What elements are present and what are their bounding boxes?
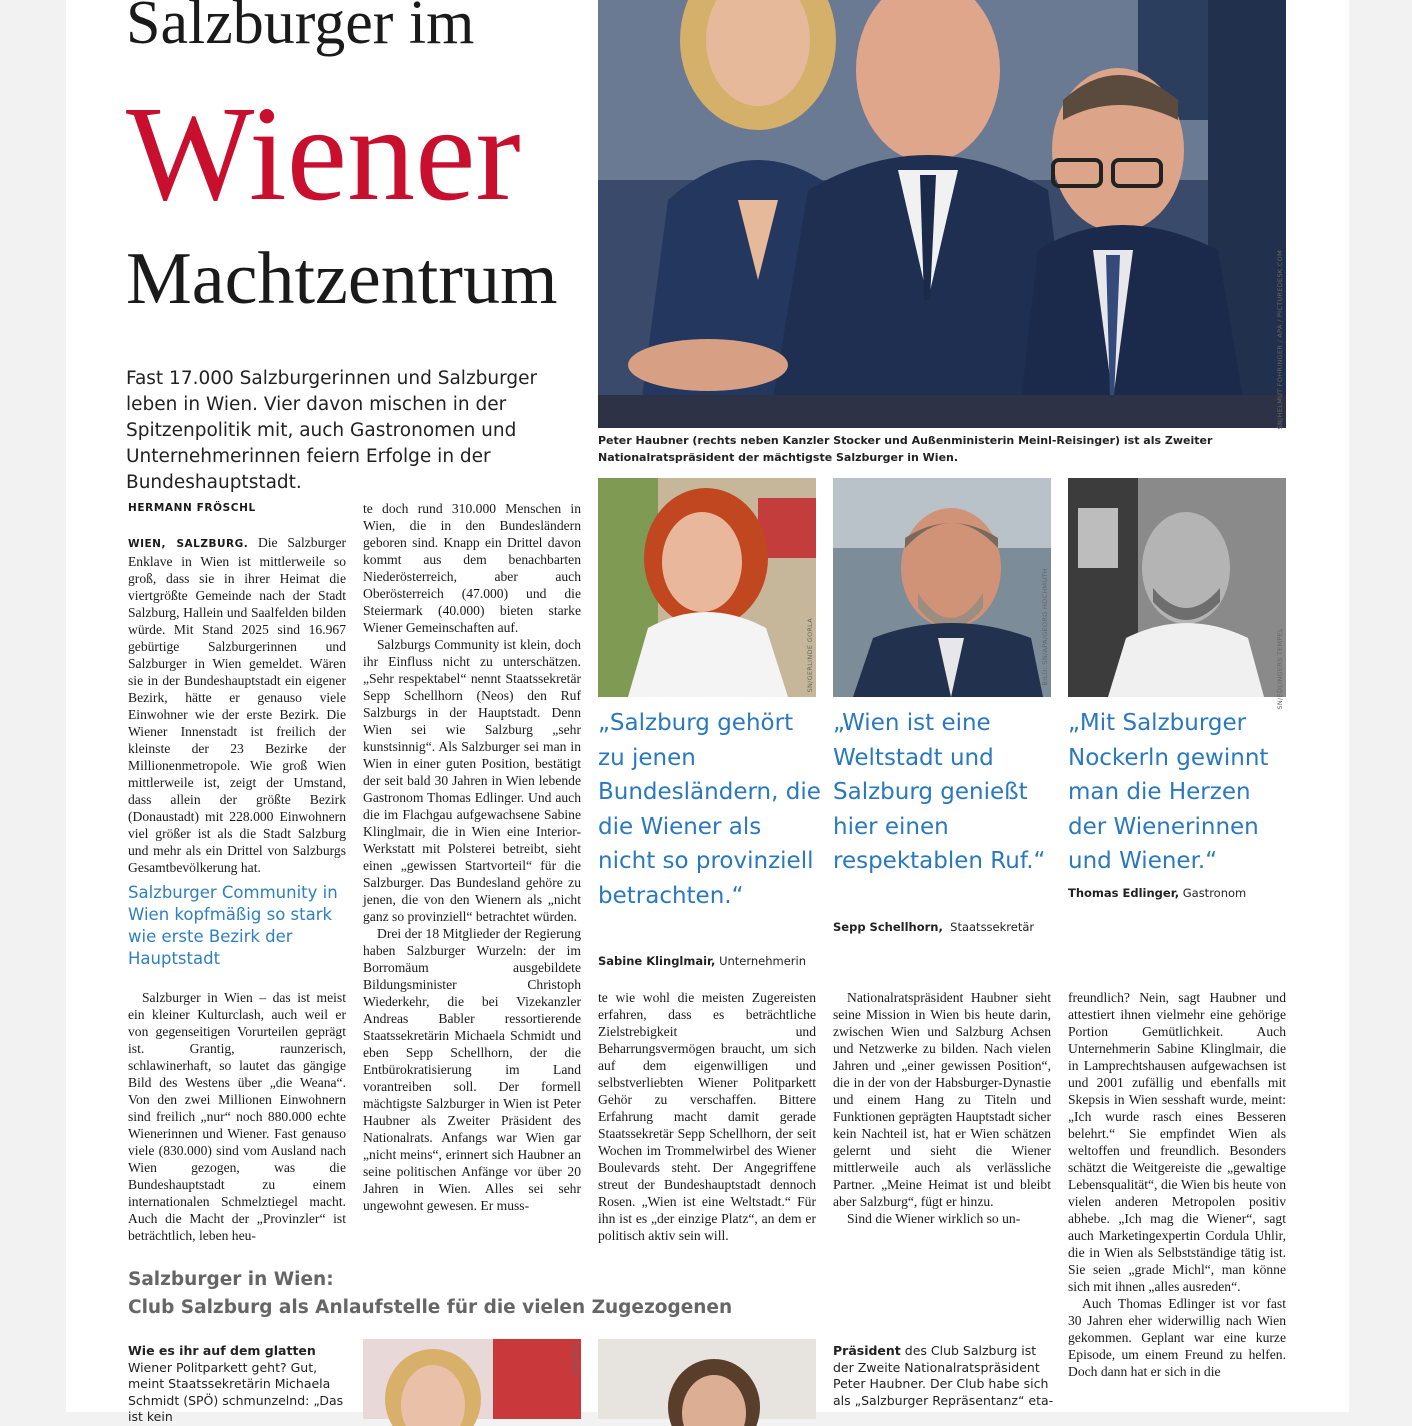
portrait-edlinger-image bbox=[1068, 478, 1286, 697]
attribution-role: Staatssekretär bbox=[950, 920, 1035, 934]
newspaper-page bbox=[66, 0, 1349, 1424]
attribution-edlinger bbox=[1068, 886, 1246, 900]
article-column-5 bbox=[1068, 989, 1286, 1380]
box-photo-schmidt bbox=[363, 1339, 581, 1419]
article-text: freundlich? Nein, sagt Haubner und attestiert ihnen vielmehr eine gehörige Portion Gemütlichkeit. Auch Unternehmerin Sabine Klinglmair, die in Lamprechtshausen aufgewachsen ist und 2001 zufällig und ebenfalls mit Skepsis in Wien sesshaft wurde, meint: „Ich wurde rasch eines Besseren belehrt.“ Sie empfindet Wien als weltoffen und freundlich. Besonders schätzt die Weitgereiste die „gewaltige Lebensqualität“, die Wien bis heute von vielen anderen Metropolen positiv abhebe. „Ich mag die Wiener“, sagt auch Marketingexpertin Cordula Uhlir, die in Wien als Selbstständige tätig ist. Sie seien „grade Michl“, man könne sich mit ihnen „alles ausreden“. bbox=[1068, 990, 1286, 1294]
box-text-right bbox=[833, 1343, 1055, 1409]
portrait-1-credit: SN/GERLINDE GORLA bbox=[806, 618, 814, 693]
article-text: Sind die Wiener wirklich so un- bbox=[847, 1211, 1021, 1226]
headline-line-2: Wiener bbox=[126, 79, 521, 229]
box-title-1: Salzburger in Wien: bbox=[128, 1269, 334, 1290]
article-text: Salzburger in Wien – das ist meist ein kleiner Kulturclash, auch weil er von gegenseitigen Vorurteilen geprägt ist. Grantig, raunzerisch, schlawinerhaft, so lautet das gängige Bild des Westens über „die Weana“. Von den zwei Millionen Einwohnern sind freilich „nur“ noch 880.000 echte Wienerinnen und Wiener. Fast genauso viele (830.000) sind vom Ausland nach Wien gezogen, was die Bundeshauptstadt zu einem internationalen Schmelztiegel macht. Auch die Macht der „Provinzler“ ist beträchtlich, leben heu- bbox=[128, 990, 346, 1243]
main-photo-credit: SN/HELMUT FOHRINGER / APA / PICTUREDESK.COM bbox=[1276, 250, 1284, 430]
article-text: Salzburgs Community ist klein, doch ihr Einfluss nicht zu unterschätzen. „Sehr respektabel“ nennt Staatssekretär Sepp Schellhorn (Neos) den Ruf Salzburgs in der Hauptstadt. Denn Wien sei wie Salzburg „sehr kunstsinnig“. Als Salzburger sei man in Wien in einer guten Position, bestätigt der seit bald 30 Jahren in Wien lebende Gastronom Thomas Edlinger. Und auch die im Flachgau aufgewachsene Sabine Klinglmair, die in Wien eine Interior-Werkstatt mit Polsterei betreibt, sieht einen „gewissen Startvorteil“ für die Salzburger. Das Bundesland gehöre zu jenen, die von den Wienern als „nicht ganz so provinziell“ betrachtet würden. bbox=[363, 637, 581, 924]
attribution-role: Unternehmerin bbox=[719, 954, 807, 968]
main-photo-image bbox=[598, 0, 1286, 428]
article-text: Die Salzburger Enklave in Wien ist mittlerweile so groß, dass sie in ihrer Heimat die viertgrößte Gemeinde nach der Stadt Salzburg, Hallein und Saalfelden bilden würde. Mit Stand 2025 sind 16.967 gebürtige Salzburgerinnen und Salzburger in Wien gemeldet. Wären sie in der Bundeshauptstadt ein eigener Bezirk, hätte er genauso viele Einwohner wie der erste Bezirk. Die Wiener Innenstadt ist freilich der kleinste der 23 Bezirke der Millionenmetropole. Wie groß Wien mittlerweile ist, zeigt der Umstand, dass allein der größte Bezirk (Donaustadt) mit 228.000 Einwohnern viel größer ist als die Stadt Salzburg und mehr als ein Drittel von Salzburgs Gesamtbevölkerung hat. bbox=[128, 535, 346, 875]
box-text: des Club Salzburg ist der Zweite Nationalratspräsident Peter Haubner. Der Club habe sich als „Salzburger Repräsentanz“ eta- bbox=[833, 1343, 1054, 1408]
portrait-klinglmair-image bbox=[598, 478, 816, 697]
box-photo-schmidt-image bbox=[363, 1339, 581, 1419]
portrait-2-credit: BILD: SN/APA/GEORG HOCHMUTH bbox=[1041, 568, 1049, 686]
main-photo bbox=[598, 0, 1286, 428]
box-photo-person bbox=[598, 1339, 816, 1419]
article-column-1b bbox=[128, 989, 346, 1244]
attribution-klinglmair bbox=[598, 954, 806, 968]
article-column-4 bbox=[833, 989, 1051, 1227]
box-text-left bbox=[128, 1343, 350, 1426]
dateline: WIEN, SALZBURG. bbox=[128, 538, 249, 550]
attribution-name: Thomas Edlinger, bbox=[1068, 886, 1180, 900]
box-text-bold: Präsident bbox=[833, 1343, 901, 1358]
portrait-edlinger bbox=[1068, 478, 1286, 710]
article-column-3 bbox=[598, 989, 816, 1244]
quote-klinglmair: „Salzburg gehört zu jenen Bundesländern, die die Wiener als nicht so provinziell betrachten.“ bbox=[598, 710, 821, 909]
pull-quote: Salzburger Community in Wien kopfmäßig so stark wie erste Bezirk der Hauptstadt bbox=[128, 883, 338, 968]
article-text: Nationalratspräsident Haubner sieht seine Mission in Wien bis heute darin, zwischen Wien und Salzburg Achsen und Netzwerke zu bilden. Nach vielen Jahren und „einer gewissen Position“, die in der von der Habsburger-Dynastie und einem Hang zu Titeln und Funktionen geprägten Hauptstadt sicher kein Nachteil ist, hat er Wien schätzen gelernt und sieht die Wiener mittlerweile auch als verlässliche Partner. „Meine Heimat ist und bleibt aber Salzburg“, fügt er hinzu. bbox=[833, 990, 1051, 1209]
box-photo-credit: SN/EGER bbox=[571, 1344, 579, 1376]
attribution-schellhorn bbox=[833, 920, 1034, 934]
attribution-name: Sabine Klinglmair, bbox=[598, 954, 716, 968]
portrait-schellhorn bbox=[833, 478, 1051, 697]
quote-edlinger: „Mit Salzburger Nockerln gewinnt man die Herzen der Wienerinnen und Wiener.“ bbox=[1068, 710, 1269, 874]
portrait-klinglmair bbox=[598, 478, 816, 697]
box-text-bold: Wie es ihr auf dem glatten bbox=[128, 1343, 316, 1358]
box-text: Wiener Politparkett geht? Gut, meint Staatssekretärin Michaela Schmidt (SPÖ) schmunzelnd: „Das ist kein bbox=[128, 1359, 344, 1424]
article-text: Auch Thomas Edlinger ist vor fast 30 Jahren eher widerwillig nach Wien gekommen. Geplant war eine kurze Episode, um einem Freund zu helfen. Doch dann hat er sich in die bbox=[1068, 1296, 1286, 1379]
article-column-2 bbox=[363, 500, 581, 1214]
attribution-name: Sepp Schellhorn, bbox=[833, 920, 943, 934]
quote-schellhorn: „Wien ist eine Weltstadt und Salzburg genießt hier einen respektablen Ruf.“ bbox=[833, 710, 1046, 874]
attribution-role: Gastronom bbox=[1182, 886, 1247, 900]
byline: HERMANN FRÖSCHL bbox=[128, 502, 256, 514]
box-photo-person-image bbox=[598, 1339, 816, 1419]
article-text: te doch rund 310.000 Menschen in Wien, die in den Bundesländern geboren sind. Knapp ein Drittel davon kommt aus dem benachbarten Niederösterreich, aber auch Oberösterreich (47.000) und die Steiermark (40.000) bieten starke Wiener Gemeinschaften auf. bbox=[363, 501, 581, 635]
portrait-3-credit: SN/EDLINGERS TEMPEL bbox=[1276, 628, 1284, 710]
headline-line-1: Salzburger im bbox=[126, 0, 475, 57]
box-title-2: Club Salzburg als Anlaufstelle für die vielen Zugezogenen bbox=[128, 1297, 733, 1318]
portrait-schellhorn-image bbox=[833, 478, 1051, 697]
article-text: Drei der 18 Mitglieder der Regierung haben Salzburger Wurzeln: der im Borromäum ausgebildete Bildungsminister Christoph Wiederkehr, die bei Vizekanzler Andreas Babler ressortierende Staatssekretärin Michaela Schmidt und eben Sepp Schellhorn, der die Entbürokratisierung im Land vorantreiben soll. Der formell mächtigste Salzburger in Wien ist Peter Haubner als Zweiter Präsident des Nationalrats. Anfangs war Wien gar „nicht meins“, erinnert sich Haubner an seine politischen Anfänge vor über 20 Jahren in Wien. Alles sei sehr ungewohnt gewesen. Er muss- bbox=[363, 926, 581, 1213]
article-text: te wie wohl die meisten Zugereisten erfahren, dass es beträchtliche Zielstrebigkeit und Beharrungsvermögen braucht, um sich auf dem eigenwilligen und selbstverliebten Wiener Politparkett Gehör zu verschaffen. Bittere Erfahrung macht damit gerade Staatssekretär Sepp Schellhorn, der seit Wochen im Trommelwirbel des Wiener Boulevards steht. Der Angegriffene streut der Bundeshauptstadt dennoch Rosen. „Wien ist eine Weltstadt.“ Für ihn ist es „der einzige Platz“, an dem er politisch aktiv sein will. bbox=[598, 990, 816, 1243]
main-photo-caption: Peter Haubner (rechts neben Kanzler Stocker und Außenministerin Meinl-Reisinger) ist als Zweiter Nationalratspräsident der mächtigste Salzburger in Wien. bbox=[598, 434, 1213, 464]
article-column-1 bbox=[128, 534, 346, 876]
headline-line-3: Machtzentrum bbox=[126, 238, 558, 320]
lead-text: Fast 17.000 Salzburgerinnen und Salzburger leben in Wien. Vier davon mischen in der Spitzenpolitik mit, auch Gastronomen und Unternehmerinnen feiern Erfolge in der Bundeshauptstadt. bbox=[126, 368, 538, 493]
